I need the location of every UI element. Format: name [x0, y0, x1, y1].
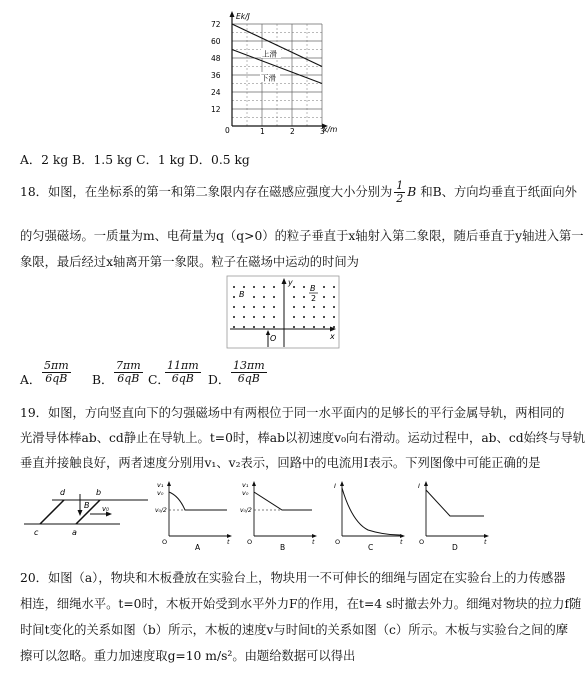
y-axis-label: Ek/J	[236, 12, 250, 21]
ek-x-chart	[205, 8, 345, 134]
field-dot	[233, 286, 235, 288]
field-dot	[243, 306, 245, 308]
field-dot	[233, 316, 235, 318]
svg-text:O: O	[419, 538, 425, 546]
svg-text:O: O	[335, 538, 341, 546]
x-tick-label: 1	[260, 127, 265, 136]
q19-line3: 垂直并接触良好，两者速度分别用v₁、v₂表示，回路中的电流用I表示。下列图像中可能正确的是	[20, 456, 541, 470]
q18-line2: 的匀强磁场。一质量为m、电荷量为q（q>0）的粒子垂直于x轴射入第二象限，随后垂直于y轴进入第一	[20, 229, 584, 243]
svg-text:v₁: v₁	[242, 481, 249, 489]
field-dot	[303, 306, 305, 308]
y-tick-label: 48	[211, 54, 221, 63]
graph-c-letter: C	[368, 543, 374, 552]
q18-option-b: $\frac{7\pi m}{6qB}$	[116, 359, 141, 386]
fraction-denominator: 2	[396, 192, 404, 206]
x-tick-label: 3	[320, 127, 325, 136]
label-c: c	[34, 528, 39, 537]
field-dot	[253, 316, 255, 318]
q18-line1-a: 18．如图，在坐标系的第一和第二象限内存在磁感应强度大小分别为	[20, 185, 393, 200]
svg-text:I: I	[334, 482, 336, 490]
field-dot	[243, 286, 245, 288]
q18-option-a-letter: A．	[20, 373, 42, 387]
svg-text:v₀/2: v₀/2	[240, 507, 252, 514]
q17-options: A．2 kg B．1.5 kg C．1 kg D．0.5 kg	[20, 153, 250, 167]
q19-line2: 光滑导体棒ab、cd静止在导轨上。t=0时，棒ab以初速度v₀向右滑动。运动过程中，ab、cd始终与导轨	[20, 431, 585, 445]
rod-cd	[40, 500, 64, 524]
y-axis-label: y	[288, 278, 293, 287]
q18-option-d: $\frac{13\pi m}{6qB}$	[233, 359, 265, 386]
left-field-label: B	[239, 290, 245, 299]
field-dot	[273, 286, 275, 288]
field-dot	[253, 326, 255, 328]
series-label-up: 上滑	[262, 49, 277, 59]
field-dot	[333, 326, 335, 328]
svg-text:t: t	[312, 538, 315, 546]
y-tick-label: 36	[211, 71, 221, 80]
field-dot	[273, 306, 275, 308]
right-field-label: B	[310, 284, 316, 293]
label-d: d	[60, 488, 66, 497]
field-dot	[333, 296, 335, 298]
origin-label: 0	[225, 126, 230, 135]
graph-c	[328, 478, 408, 552]
field-dot	[273, 316, 275, 318]
y-axis-arrow	[282, 278, 287, 284]
svg-text:t: t	[227, 538, 230, 546]
x-tick-labels	[260, 127, 325, 136]
graph-d-line	[426, 490, 484, 516]
field-dot	[233, 306, 235, 308]
svg-text:v₀/2: v₀/2	[155, 507, 167, 514]
field-dot	[333, 286, 335, 288]
field-dot	[313, 326, 315, 328]
y-tick-label: 12	[211, 105, 221, 114]
q18-option-c: $\frac{11\pi m}{6qB}$	[167, 359, 199, 386]
x-tick-label: 2	[290, 127, 295, 136]
field-dot	[233, 326, 235, 328]
field-dot	[303, 286, 305, 288]
q18-option-c-letter: C．	[148, 373, 170, 387]
graph-c-curve	[342, 488, 400, 535]
q20-line3: 时间t变化的关系如图（b）所示，木板的速度v与时间t的关系如图（c）所示。木板与实验台之间的摩	[20, 623, 569, 637]
graph-b	[240, 478, 320, 552]
field-dot	[333, 306, 335, 308]
label-v0: v₀	[102, 505, 109, 513]
field-dot	[303, 316, 305, 318]
y-tick-label: 60	[211, 37, 221, 46]
field-dot	[333, 316, 335, 318]
label-a: a	[72, 528, 77, 537]
q20-line4: 擦可以忽略。重力加速度取g=10 m/s²。由题给数据可以得出	[20, 649, 356, 663]
field-dot	[243, 326, 245, 328]
field-dot	[263, 306, 265, 308]
svg-text:I: I	[418, 482, 420, 490]
graph-a-curve	[169, 492, 227, 510]
field-dot	[293, 326, 295, 328]
svg-text:t: t	[400, 538, 403, 546]
graph-a	[155, 478, 235, 552]
field-dot	[313, 306, 315, 308]
field-dot	[293, 316, 295, 318]
y-tick-label: 24	[211, 88, 221, 97]
half-b-fraction	[394, 180, 405, 205]
q18-line1-b: 和B、方向均垂直于纸面向外	[420, 185, 577, 200]
x-axis-arrow	[330, 327, 336, 332]
field-dot	[233, 296, 235, 298]
field-dot	[253, 286, 255, 288]
label-b: b	[96, 488, 102, 497]
field-dot	[323, 296, 325, 298]
svg-text:O: O	[162, 538, 168, 546]
field-dot	[303, 296, 305, 298]
field-dot	[273, 326, 275, 328]
field-dot	[323, 326, 325, 328]
x-axis-label: x	[330, 332, 335, 341]
field-dot	[303, 326, 305, 328]
graph-d	[412, 478, 492, 552]
frac-var: B	[407, 185, 417, 200]
field-dot	[293, 286, 295, 288]
q18-option-d-letter: D．	[208, 373, 231, 387]
field-dot	[263, 326, 265, 328]
field-dot	[243, 316, 245, 318]
q18-line1	[20, 180, 577, 205]
q19-line1: 19．如图，方向竖直向下的匀强磁场中有两根位于同一水平面内的足够长的平行金属导轨，两相同的	[20, 406, 565, 420]
field-dot	[273, 296, 275, 298]
field-arrowhead	[78, 510, 83, 516]
field-dot	[263, 286, 265, 288]
q20-line1: 20．如图（a），物块和木板叠放在实验台上，物块用一不可伸长的细绳与固定在实验台上的力传感器	[20, 571, 566, 585]
svg-text:v₀: v₀	[242, 489, 249, 497]
graph-a-letter: A	[195, 543, 201, 552]
series-label-down: 下滑	[261, 73, 276, 83]
field-dot	[263, 296, 265, 298]
y-tick-labels	[211, 20, 221, 114]
magnetic-field-figure	[226, 275, 340, 351]
x-axis-label: x/m	[323, 125, 338, 134]
right-field-denominator: 2	[311, 294, 317, 303]
field-dot	[253, 296, 255, 298]
field-dot	[323, 286, 325, 288]
svg-text:v₀: v₀	[157, 489, 164, 497]
rails-figure	[22, 480, 150, 540]
field-dot	[253, 306, 255, 308]
field-dot	[263, 316, 265, 318]
graph-b-line	[254, 492, 312, 510]
svg-text:O: O	[247, 538, 253, 546]
field-dot	[313, 316, 315, 318]
field-dot	[293, 306, 295, 308]
svg-text:v₁: v₁	[157, 481, 164, 489]
y-tick-label: 72	[211, 20, 221, 29]
y-axis-arrow	[230, 11, 235, 17]
field-dot	[323, 316, 325, 318]
q20-line2: 相连，细绳水平。t=0时，木板开始受到水平外力F的作用，在t=4 s时撤去外力。细绳对物块的拉力f随	[20, 597, 582, 611]
origin-label: O	[270, 334, 277, 343]
graph-d-letter: D	[452, 543, 458, 552]
label-B: B	[84, 501, 90, 510]
particle-entry-arrowhead	[266, 330, 270, 335]
q18-options	[20, 360, 340, 396]
field-dot	[323, 306, 325, 308]
field-dot	[293, 296, 295, 298]
fraction-numerator: 1	[396, 179, 404, 192]
q18-line3: 象限，最后经过x轴离开第一象限。粒子在磁场中运动的时间为	[20, 255, 359, 269]
q18-option-a: $\frac{5\pi m}{6qB}$	[44, 359, 69, 386]
q18-option-b-letter: B．	[92, 373, 114, 387]
graph-b-letter: B	[280, 543, 286, 552]
svg-text:t: t	[484, 538, 487, 546]
